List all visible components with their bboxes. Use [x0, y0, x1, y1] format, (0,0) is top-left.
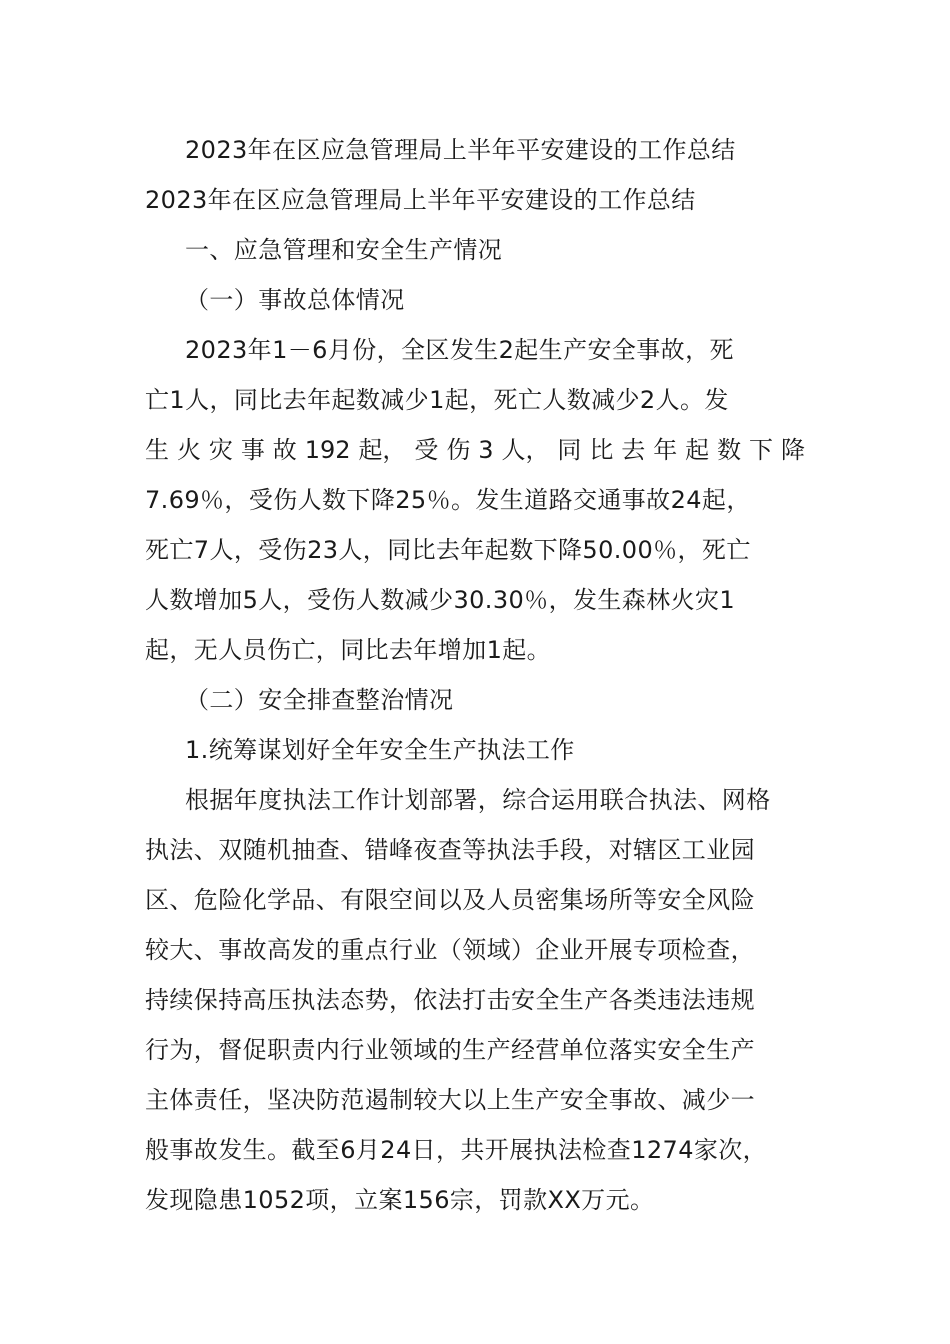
text-segment: 火 — [176, 436, 201, 464]
text-segment: 去 — [621, 436, 646, 464]
text-segment: 比 — [589, 436, 614, 464]
text-segment: 受 — [414, 436, 439, 464]
paragraph-line: 持续保持高压执法态势，依法打击安全生产各类违法违规 — [145, 986, 755, 1014]
paragraph-line: 2023年1－6月份，全区发生2起生产安全事故，死 — [185, 336, 734, 364]
text-segment: 事 — [240, 436, 265, 464]
paragraph-line: 根据年度执法工作计划部署，综合运用联合执法、网格 — [185, 786, 771, 814]
paragraph-line: 较大、事故高发的重点行业（领域）企业开展专项检查， — [145, 936, 755, 964]
paragraph-line: 般事故发生。截至6月24日，共开展执法检查1274家次， — [145, 1136, 768, 1164]
text-segment: 伤 — [446, 436, 471, 464]
paragraph-line: 死亡7人，受伤23人，同比去年起数下降50.00％，死亡 — [145, 536, 751, 564]
subsection-heading-accident-overview: （一）事故总体情况 — [185, 286, 405, 314]
text-segment: 起， — [358, 436, 407, 464]
text-segment: 3 — [478, 436, 494, 464]
text-segment: 人， — [501, 436, 550, 464]
text-segment: 数 — [717, 436, 742, 464]
paragraph-line-justified — [145, 434, 805, 466]
text-segment: 下 — [749, 436, 774, 464]
text-segment: 灾 — [208, 436, 233, 464]
paragraph-line: 7.69％，受伤人数下降25％。发生道路交通事故24起， — [145, 486, 751, 514]
document-title-second: 2023年在区应急管理局上半年平安建设的工作总结 — [145, 186, 696, 214]
paragraph-line: 发现隐患1052项，立案156宗，罚款XX万元。 — [145, 1186, 655, 1214]
paragraph-line: 人数增加5人，受伤人数减少30.30％，发生森林火灾1 — [145, 586, 736, 614]
text-segment: 生 — [145, 436, 169, 464]
paragraph-line: 起，无人员伤亡，同比去年增加1起。 — [145, 636, 552, 664]
text-segment: 同 — [557, 436, 582, 464]
paragraph-line: 区、危险化学品、有限空间以及人员密集场所等安全风险 — [145, 886, 755, 914]
document-title-first: 2023年在区应急管理局上半年平安建设的工作总结 — [185, 136, 736, 164]
text-segment: 降 — [780, 436, 805, 464]
paragraph-line: 主体责任，坚决防范遏制较大以上生产安全事故、减少一 — [145, 1086, 755, 1114]
text-segment: 故 — [272, 436, 297, 464]
item-heading-enforcement-planning: 1.统筹谋划好全年安全生产执法工作 — [185, 736, 575, 764]
section-heading-emergency-management: 一、应急管理和安全生产情况 — [185, 236, 503, 264]
text-segment: 年 — [653, 436, 678, 464]
text-segment: 192 — [304, 436, 351, 464]
subsection-heading-safety-inspection: （二）安全排查整治情况 — [185, 686, 454, 714]
paragraph-line: 行为，督促职责内行业领域的生产经营单位落实安全生产 — [145, 1036, 755, 1064]
paragraph-line: 亡1人，同比去年起数减少1起，死亡人数减少2人。发 — [145, 386, 729, 414]
paragraph-line: 执法、双随机抽查、错峰夜查等执法手段，对辖区工业园 — [145, 836, 755, 864]
text-segment: 起 — [685, 436, 710, 464]
